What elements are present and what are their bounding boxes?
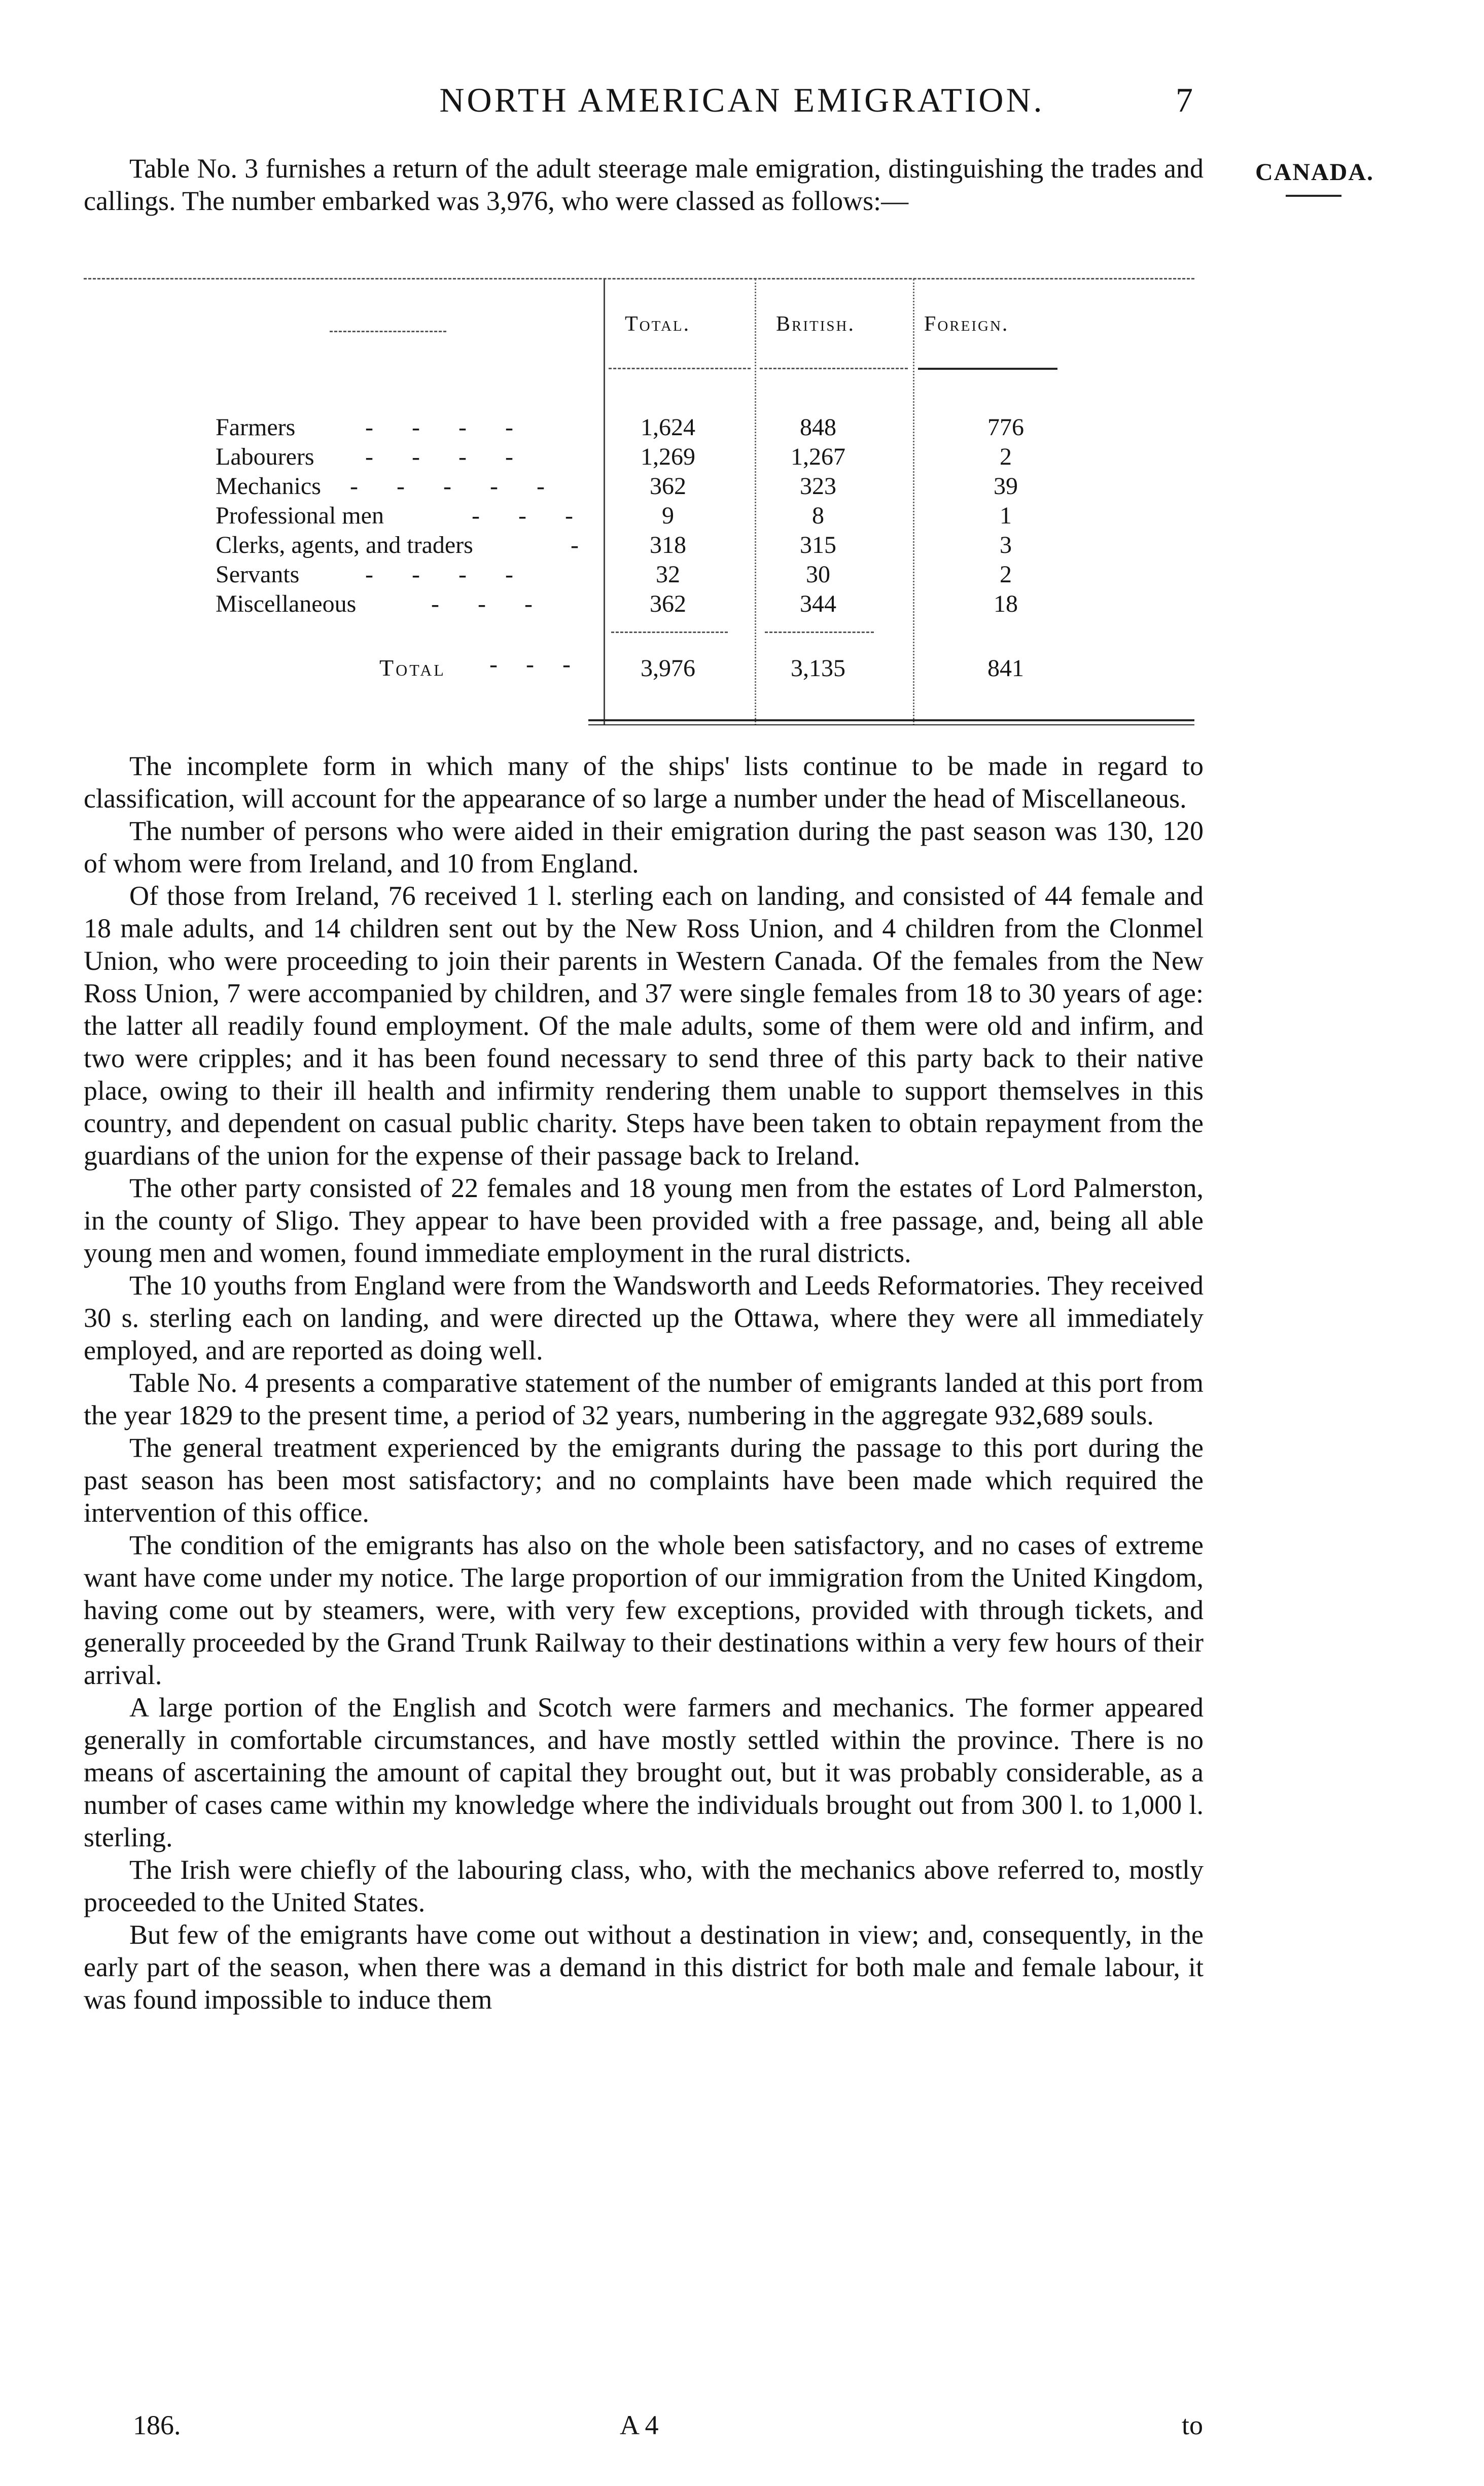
total-cell: 1,269 (641, 443, 695, 470)
foreign-cell: 776 (987, 414, 1024, 441)
table-column-divider (604, 279, 605, 725)
table-column-divider (755, 279, 756, 725)
column-header-british: British. (776, 312, 855, 336)
row-label: Labourers (216, 443, 314, 470)
total-cell: 32 (656, 561, 680, 588)
total-cell: 362 (650, 590, 686, 617)
footer-left: 186. (133, 2410, 181, 2440)
paragraph: Table No. 4 presents a comparative statement of the number of emigrants landed at this port from the year 1829 to the present time, a period of 32 years, numbering in the aggregate 932,689 souls. (84, 1368, 1204, 1430)
row-label: Professional men (216, 502, 384, 529)
british-cell: 848 (800, 414, 836, 441)
row-label: Clerks, agents, and traders (216, 532, 473, 558)
total-cell: 362 (650, 473, 686, 500)
total-cell: 1,624 (641, 414, 695, 441)
table-stub-rule (330, 331, 446, 332)
sum-rule (765, 632, 874, 633)
foreign-cell: 18 (994, 590, 1018, 617)
british-cell: 3,135 (791, 655, 845, 682)
leader-dashes: - (571, 532, 595, 558)
paragraph: The other party consisted of 22 females and 18 young men from the estates of Lord Palmerston, in the county of Sligo. They appear to have been provided with a free passage, and, being all able young men and women, found immediate employment in the rural districts. (84, 1173, 1204, 1268)
paragraph: The incomplete form in which many of the ships' lists continue to be made in regard to classification, will account for the appearance of so large a number under the head of Miscellaneous. (84, 751, 1204, 814)
british-cell: 1,267 (791, 443, 845, 470)
column-header-foreign: Foreign. (924, 312, 1009, 336)
foreign-cell: 2 (1000, 561, 1012, 588)
leader-dashes: - - - (431, 590, 549, 617)
total-cell: 3,976 (641, 655, 695, 682)
row-label: Servants (216, 561, 300, 588)
paragraph: The 10 youths from England were from the Wandsworth and Leeds Reformatories. They received 30 s. sterling each on landing, and were directed up the Ottawa, where they were all immediately employed, and are reported as doing well. (84, 1270, 1204, 1365)
column-header-total: Total. (625, 312, 691, 336)
table-column-divider (913, 279, 914, 725)
paragraph: A large portion of the English and Scotch were farmers and mechanics. The former appeared generally in comfortable circumstances, and have mostly settled within the province. There is no means of ascertaining the amount of capital they brought out, but it was probably considerable, as a number of cases came within my knowledge where the individuals brought out from 300 l. to 1,000 l. sterling. (84, 1692, 1204, 1852)
total-cell: 9 (662, 502, 674, 529)
leader-dashes: - - - (472, 502, 589, 529)
row-label: Mechanics (216, 473, 321, 500)
paragraph: The Irish were chiefly of the labouring class, who, with the mechanics above referred to, mostly proceeded to the United States. (84, 1854, 1204, 1917)
leader-dashes: - - - (489, 651, 582, 678)
header-underline (760, 368, 908, 369)
foreign-cell: 1 (1000, 502, 1012, 529)
total-row-label: Total (379, 655, 446, 681)
body-text (84, 750, 1204, 2016)
margin-note-rule (1286, 195, 1341, 197)
british-cell: 344 (800, 590, 836, 617)
header-underline (918, 368, 1057, 370)
british-cell: 323 (800, 473, 836, 500)
foreign-cell: 39 (994, 473, 1018, 500)
margin-note: CANADA. (1255, 159, 1374, 186)
footer-signature: A 4 (620, 2410, 659, 2440)
table-top-rule (84, 278, 1194, 279)
table-bottom-rule (588, 719, 1194, 721)
foreign-cell: 2 (1000, 443, 1012, 470)
paragraph: The general treatment experienced by the emigrants during the passage to this port during the past season has been most satisfactory; and no complaints have been made which required the intervention of this office. (84, 1432, 1204, 1528)
row-label: Miscellaneous (216, 590, 357, 617)
leader-dashes: - - - - (365, 443, 529, 470)
leader-dashes: - - - - (365, 414, 529, 441)
paragraph: The condition of the emigrants has also on the whole been satisfactory, and no cases of extreme want have come under my notice. The large proportion of our immigration from the United Kingdom, having come out by steamers, were, with very few exceptions, provided with through tickets, and generally proceeded by the Grand Trunk Railway to their destinations within a very few hours of their arrival. (84, 1530, 1204, 1690)
paragraph: But few of the emigrants have come out without a destination in view; and, consequently, in the early part of the season, when there was a demand in this district for both male and female labour, it was found impossible to induce them (84, 1919, 1204, 2015)
paragraph: The number of persons who were aided in their emigration during the past season was 130, 120 of whom were from Ireland, and 10 from England. (84, 816, 1204, 879)
header-underline (609, 368, 751, 369)
foreign-cell: 841 (987, 655, 1024, 682)
row-label: Farmers (216, 414, 296, 441)
leader-dashes: - - - - (365, 561, 529, 588)
british-cell: 315 (800, 532, 836, 558)
page-number: 7 (1176, 81, 1193, 119)
table-bottom-rule (588, 724, 1194, 725)
british-cell: 30 (806, 561, 830, 588)
foreign-cell: 3 (1000, 532, 1012, 558)
total-cell: 318 (650, 532, 686, 558)
sum-rule (611, 632, 728, 633)
footer-catchword: to (1182, 2410, 1204, 2440)
intro-paragraph: Table No. 3 furnishes a return of the adult steerage male emigration, distinguishing the trades and callings. The number embarked was 3,976, who were classed as follows:— (84, 153, 1204, 216)
page-header-title: NORTH AMERICAN EMIGRATION. (439, 81, 1045, 119)
paragraph: Of those from Ireland, 76 received 1 l. sterling each on landing, and consisted of 44 female and 18 male adults, and 14 children sent out by the New Ross Union, and 4 children from the Clonmel Union, who were proceeding to join their parents in Western Canada. Of the females from the New Ross Union, 7 were accompanied by children, and 37 were single females from 18 to 30 years of age: the latter all readily found employment. Of the male adults, some of them were old and infirm, and two were cripples; and it has been found necessary to send three of this party back to their native place, owing to their ill health and infirmity rendering them unable to support themselves in this country, and dependent on casual public charity. Steps have been taken to obtain repayment from the guardians of the union for the expense of their passage back to Ireland. (84, 881, 1204, 1171)
british-cell: 8 (812, 502, 824, 529)
leader-dashes: - - - - - (350, 473, 561, 500)
